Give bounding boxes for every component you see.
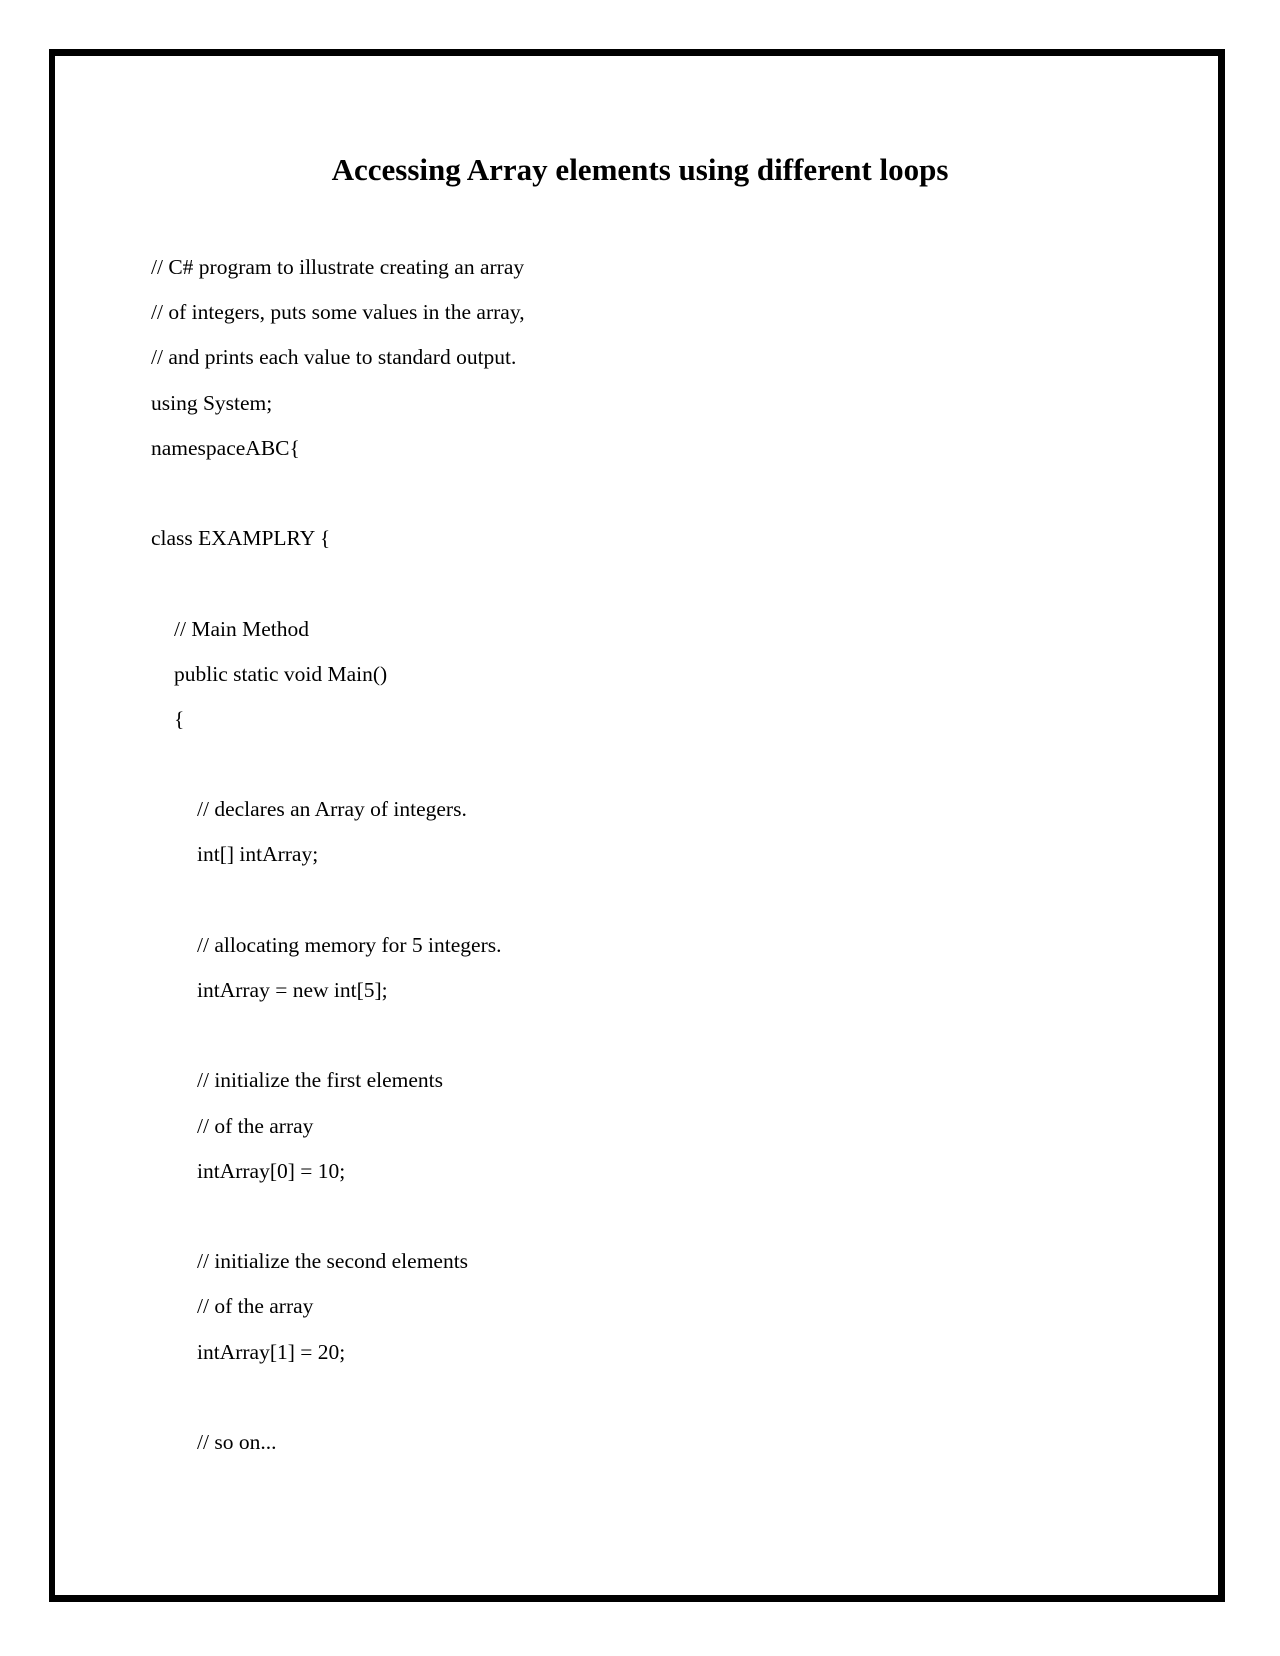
code-line xyxy=(151,749,525,794)
code-line: // C# program to illustrate creating an array xyxy=(151,255,525,279)
code-line xyxy=(151,568,525,613)
code-line xyxy=(151,885,525,930)
code-line: // Main Method xyxy=(174,616,309,641)
code-line xyxy=(151,1020,525,1065)
code-line: int[] intArray; xyxy=(197,842,319,867)
code-line: using System; xyxy=(151,390,273,415)
code-line: class EXAMPLRY { xyxy=(151,526,331,551)
code-line: { xyxy=(174,706,185,731)
document-title: Accessing Array elements using different loops xyxy=(331,152,949,187)
code-line: // allocating memory for 5 integers. xyxy=(197,932,502,957)
code-line: // of the array xyxy=(197,1113,314,1138)
code-line: // of integers, puts some values in the array, xyxy=(151,300,525,325)
code-line: intArray = new int[5]; xyxy=(197,978,388,1002)
code-line: // declares an Array of integers. xyxy=(197,797,467,822)
code-block xyxy=(151,252,525,1472)
code-line: // and prints each value to standard output. xyxy=(151,345,517,370)
code-line: // of the array xyxy=(197,1294,314,1319)
code-line: intArray[1] = 20; xyxy=(197,1339,346,1364)
code-line xyxy=(151,478,525,523)
code-line: // so on... xyxy=(197,1429,277,1454)
code-line: // initialize the second elements xyxy=(197,1249,469,1274)
code-line: intArray[0] = 10; xyxy=(197,1158,346,1183)
code-line: namespaceABC{ xyxy=(151,435,300,460)
code-line xyxy=(151,1382,525,1427)
code-line xyxy=(151,1201,525,1246)
code-line: // initialize the first elements xyxy=(197,1068,443,1093)
code-line: public static void Main() xyxy=(174,661,388,686)
